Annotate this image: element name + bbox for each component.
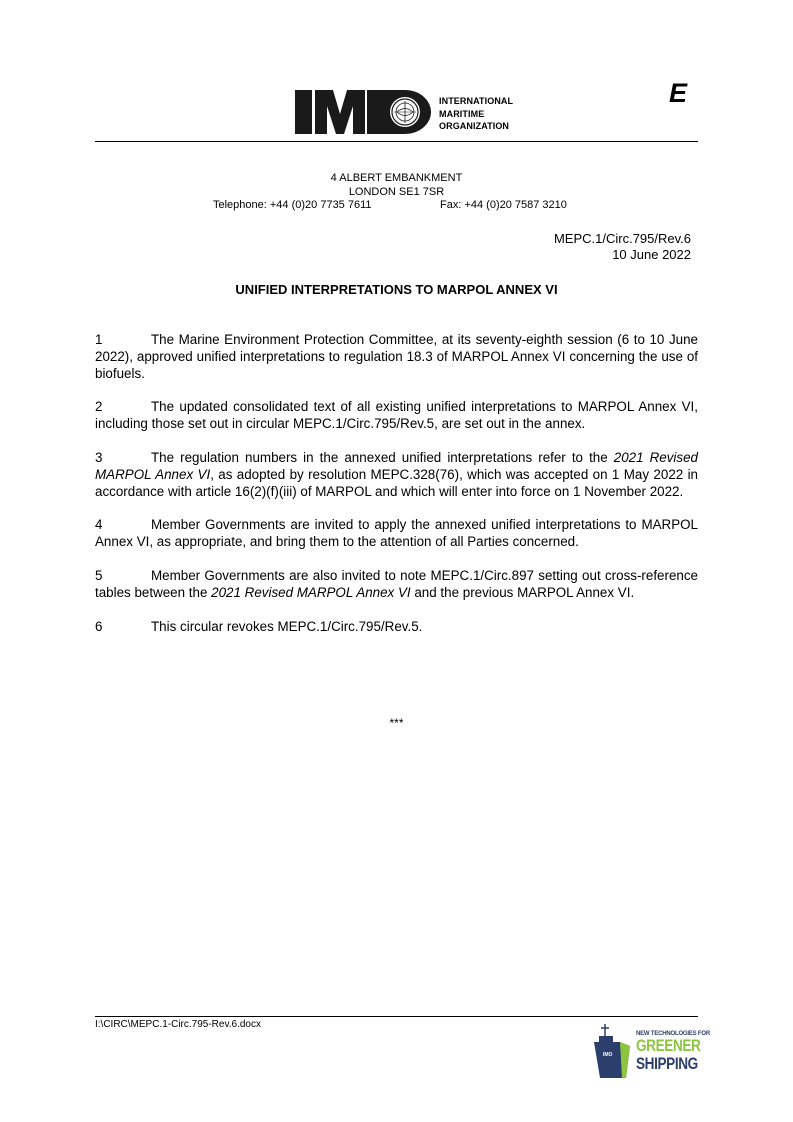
imo-emblem-icon <box>293 88 433 136</box>
paragraph-text: Member Governments are invited to apply the annexed unified interpretations to MARPOL Annex VI, as appropriate, and bring them to the attention of all Parties concerned. <box>95 517 698 550</box>
fax-number: Fax: +44 (0)20 7587 3210 <box>440 199 567 211</box>
document-date: 10 June 2022 <box>612 247 691 262</box>
badge-tagline: NEW TECHNOLOGIES FOR <box>636 1031 711 1037</box>
badge-hull-text: IMO <box>603 1052 613 1058</box>
paragraph <box>95 517 698 551</box>
paragraph-text: Member Governments are also invited to note MEPC.1/Circ.897 setting out cross-reference tables between the <box>95 567 698 600</box>
paragraph-text: The updated consolidated text of all existing unified interpretations to MARPOL Annex VI, including those set out in circular MEPC.1/Circ.795/Rev.5, are set out in the annex. <box>95 399 698 432</box>
address-street: 4 ALBERT EMBANKMENT <box>330 172 463 184</box>
badge-shipping: SHIPPING <box>636 1054 698 1073</box>
language-code: E <box>669 78 688 108</box>
paragraph <box>95 619 698 636</box>
paragraph-text: This circular revokes MEPC.1/Circ.795/Rev.5. <box>151 618 423 634</box>
footer-file-path: I:\CIRC\MEPC.1-Circ.795-Rev.6.docx <box>95 1019 261 1030</box>
paragraph-number: 1 <box>95 332 103 347</box>
paragraph-text: and the previous MARPOL Annex VI. <box>410 584 635 600</box>
badge-greener: GREENER <box>636 1036 701 1055</box>
paragraph-italic-title: 2021 Revised MARPOL Annex VI <box>211 584 411 600</box>
document-symbol: MEPC.1/Circ.795/Rev.6 <box>553 231 691 246</box>
paragraph-number: 6 <box>95 618 103 634</box>
paragraph <box>95 399 698 433</box>
header-divider <box>95 141 698 142</box>
paragraph-text: The Marine Environment Protection Committee, at its seventy-eighth session (6 to 10 June 2022), approved unified interpretations to regulation 18.3 of MARPOL Annex VI concerning the use of biofuels. <box>95 332 698 381</box>
org-name-line: MARITIME <box>439 108 485 119</box>
document-reference <box>554 231 691 263</box>
imo-logo <box>293 88 533 138</box>
paragraph-text: , as adopted by resolution MEPC.328(76), which was accepted on 1 May 2022 in accordance with article 16(2)(f)(iii) of MARPOL and which will enter into force on 1 November 2022. <box>95 466 699 499</box>
org-name-line: ORGANIZATION <box>439 121 510 131</box>
contact-line <box>95 199 698 213</box>
paragraph-text: The regulation numbers in the annexed unified interpretations refer to the <box>151 449 614 465</box>
paragraph <box>95 450 698 500</box>
footer-divider <box>95 1016 698 1017</box>
paragraph <box>95 332 698 382</box>
section-separator: *** <box>389 716 404 730</box>
body-text <box>95 332 698 652</box>
org-name-line: INTERNATIONAL <box>439 96 514 106</box>
paragraph-number: 2 <box>95 399 103 415</box>
paragraph-italic-title: 2021 Revised MARPOL Annex VI <box>95 449 698 482</box>
address-block <box>95 172 698 213</box>
address-city: LONDON SE1 7SR <box>348 185 445 198</box>
paragraph-number: 5 <box>95 567 103 583</box>
document-title: UNIFIED INTERPRETATIONS TO MARPOL ANNEX VI <box>235 282 558 297</box>
organization-name <box>439 95 513 133</box>
paragraph-number: 3 <box>95 449 103 465</box>
paragraph-number: 4 <box>95 517 103 533</box>
telephone-number: Telephone: +44 (0)20 7735 7611 <box>213 199 372 211</box>
paragraph <box>95 568 698 602</box>
greener-shipping-badge <box>590 1022 711 1082</box>
